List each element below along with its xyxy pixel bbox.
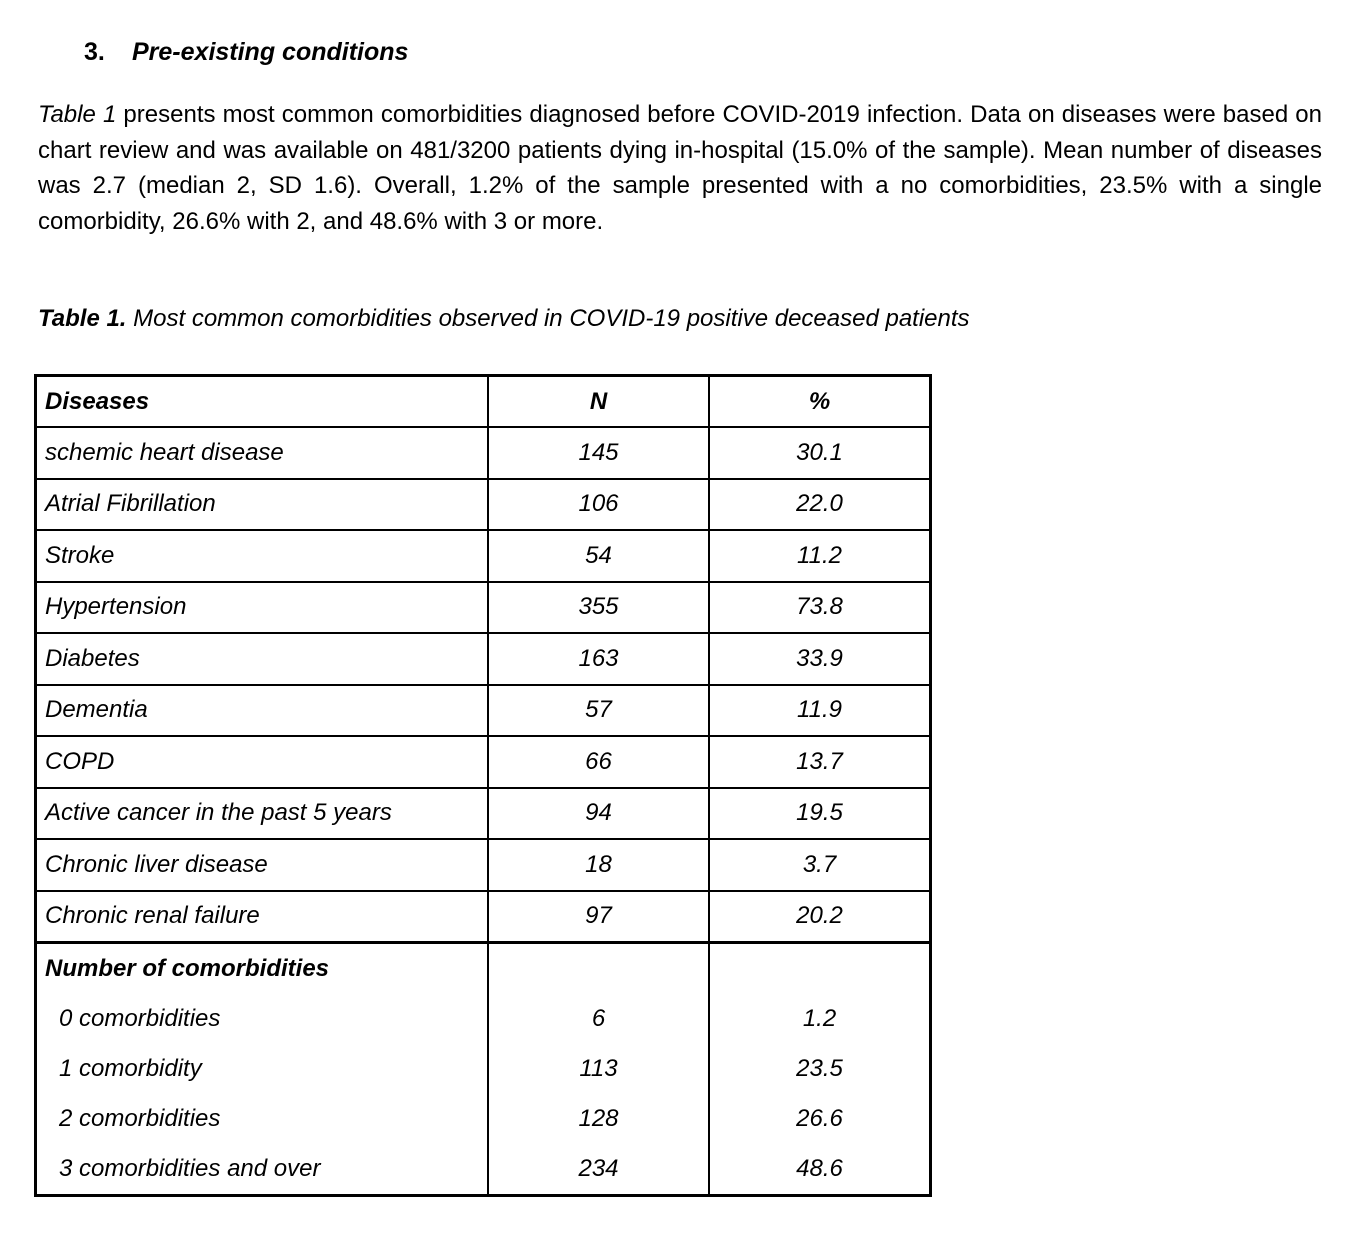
table-row — [36, 427, 931, 479]
disease-name: Active cancer in the past 5 years — [36, 788, 489, 840]
disease-n: 18 — [488, 839, 709, 891]
disease-name: Stroke — [36, 530, 489, 582]
disease-n: 163 — [488, 633, 709, 685]
table-row — [36, 479, 931, 531]
header-n: N — [488, 376, 709, 428]
count-percent: 26.6 — [709, 1094, 931, 1144]
table-row — [36, 839, 931, 891]
count-n: 6 — [488, 994, 709, 1044]
disease-percent: 19.5 — [709, 788, 931, 840]
count-label: 1 comorbidity — [36, 1044, 489, 1094]
disease-percent: 13.7 — [709, 736, 931, 788]
disease-n: 66 — [488, 736, 709, 788]
disease-name: Hypertension — [36, 582, 489, 634]
count-percent: 48.6 — [709, 1144, 931, 1196]
section-heading — [84, 38, 408, 67]
count-label: 3 comorbidities and over — [36, 1144, 489, 1196]
disease-percent: 3.7 — [709, 839, 931, 891]
disease-name: Chronic liver disease — [36, 839, 489, 891]
disease-n: 145 — [488, 427, 709, 479]
count-label: 2 comorbidities — [36, 1094, 489, 1144]
disease-name: COPD — [36, 736, 489, 788]
table-row — [36, 891, 931, 943]
disease-percent: 30.1 — [709, 427, 931, 479]
disease-n: 106 — [488, 479, 709, 531]
count-n: 113 — [488, 1044, 709, 1094]
disease-percent: 20.2 — [709, 891, 931, 943]
disease-n: 94 — [488, 788, 709, 840]
group-header-row — [36, 943, 931, 995]
count-percent: 1.2 — [709, 994, 931, 1044]
disease-name: Diabetes — [36, 633, 489, 685]
table-caption — [38, 305, 970, 333]
table-row — [36, 1144, 931, 1196]
disease-name: Chronic renal failure — [36, 891, 489, 943]
table-header-row — [36, 376, 931, 428]
count-label: 0 comorbidities — [36, 994, 489, 1044]
group-n-empty — [488, 943, 709, 995]
table-row — [36, 994, 931, 1044]
table-row — [36, 1094, 931, 1144]
paragraph-table-ref: Table 1 — [38, 101, 117, 128]
table-row — [36, 530, 931, 582]
disease-percent: 73.8 — [709, 582, 931, 634]
section-number: 3. — [84, 38, 105, 66]
count-percent: 23.5 — [709, 1044, 931, 1094]
group-percent-empty — [709, 943, 931, 995]
section-title: Pre-existing conditions — [132, 38, 409, 66]
body-paragraph — [38, 97, 1322, 239]
table-row — [36, 582, 931, 634]
table-row — [36, 788, 931, 840]
paragraph-text: presents most common comorbidities diagnosed before COVID-2019 infection. Data on diseases were based on chart review and was available on 481/3200 patients dying in-hospital (15.0% of the sample). Mean number of diseases was 2.7 (median 2, SD 1.6). Overall, 1.2% of the sample presented with a no comorbidities, 23.5% with a single comorbidity, 26.6% with 2, and 48.6% with 3 or more. — [38, 101, 1322, 235]
table-row — [36, 633, 931, 685]
count-n: 128 — [488, 1094, 709, 1144]
disease-n: 57 — [488, 685, 709, 737]
table-row — [36, 685, 931, 737]
caption-label: Table 1. — [38, 305, 127, 332]
comorbidities-table — [34, 374, 932, 1197]
count-n: 234 — [488, 1144, 709, 1196]
disease-n: 97 — [488, 891, 709, 943]
disease-n: 355 — [488, 582, 709, 634]
group-title: Number of comorbidities — [36, 943, 489, 995]
header-diseases: Diseases — [36, 376, 489, 428]
disease-percent: 11.9 — [709, 685, 931, 737]
disease-percent: 22.0 — [709, 479, 931, 531]
disease-n: 54 — [488, 530, 709, 582]
table-row — [36, 736, 931, 788]
disease-percent: 11.2 — [709, 530, 931, 582]
header-percent: % — [709, 376, 931, 428]
disease-name: Dementia — [36, 685, 489, 737]
disease-name: Atrial Fibrillation — [36, 479, 489, 531]
caption-text: Most common comorbidities observed in COVID-19 positive deceased patients — [126, 305, 970, 332]
disease-percent: 33.9 — [709, 633, 931, 685]
disease-name: schemic heart disease — [36, 427, 489, 479]
table-row — [36, 1044, 931, 1094]
